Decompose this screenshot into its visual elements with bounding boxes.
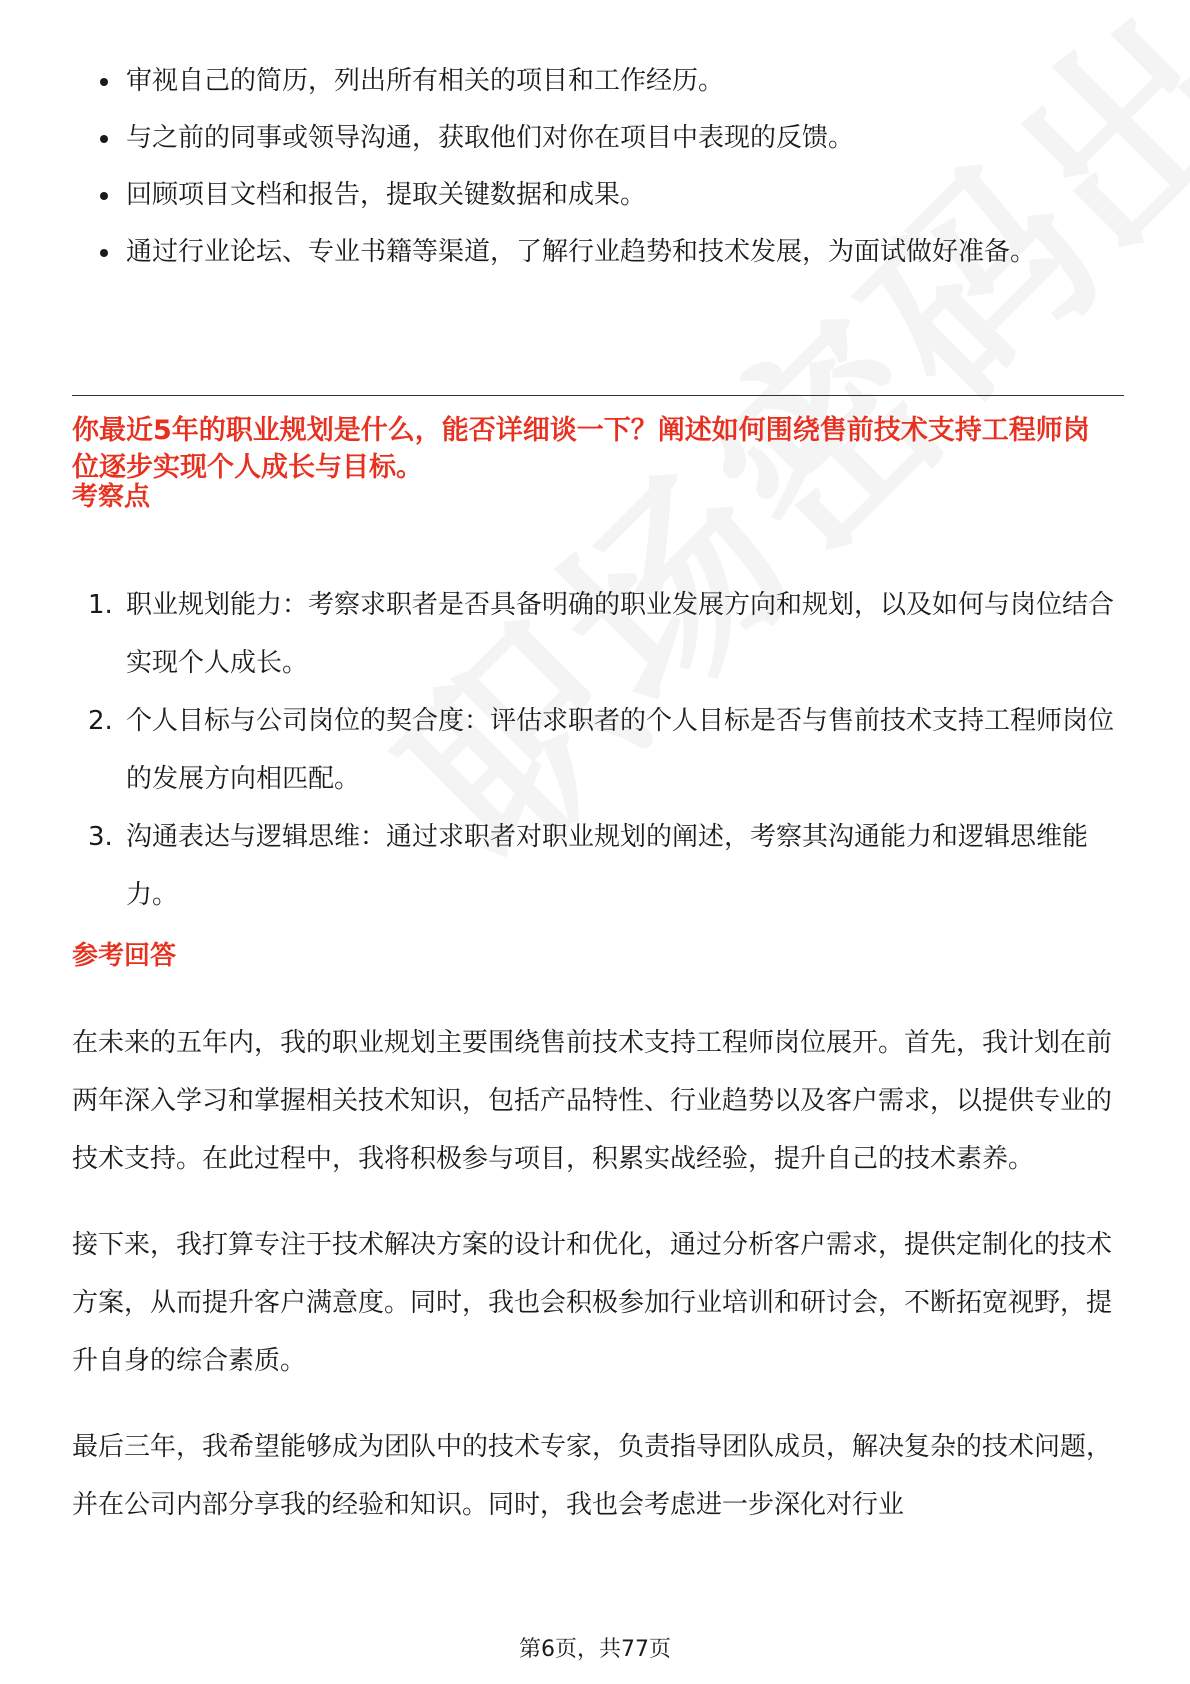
bullet-item: 审视自己的简历，列出所有相关的项目和工作经历。 [90, 56, 1090, 106]
item-text: 职业规划能力：考察求职者是否具备明确的职业发展方向和规划，以及如何与岗位结合实现个人成长。 [126, 590, 1115, 678]
item-number: 2. [88, 706, 113, 736]
answer-paragraph: 最后三年，我希望能够成为团队中的技术专家，负责指导团队成员，解决复杂的技术问题，并在公司内部分享我的经验和知识。同时，我也会考虑进一步深化对行业 [72, 1432, 1113, 1520]
item-text: 沟通表达与逻辑思维：通过求职者对职业规划的阐述，考察其沟通能力和逻辑思维能力。 [126, 822, 1089, 910]
bullet-item: 与之前的同事或领导沟通，获取他们对你在项目中表现的反馈。 [90, 113, 1090, 163]
section-divider [72, 395, 1124, 396]
item-number: 3. [88, 822, 113, 852]
examine-point-item [72, 576, 1122, 692]
answer-paragraph: 接下来，我打算专注于技术解决方案的设计和优化，通过分析客户需求，提供定制化的技术方案，从而提升客户满意度。同时，我也会积极参加行业培训和研讨会，不断拓宽视野，提升自身的综合素质。 [72, 1230, 1113, 1376]
page-number: 第6页，共77页 [519, 1637, 671, 1662]
bullet-item: 通过行业论坛、专业书籍等渠道，了解行业趋势和技术发展，为面试做好准备。 [90, 227, 1090, 277]
bullet-item: 回顾项目文档和报告，提取关键数据和成果。 [90, 170, 1090, 220]
examine-points-heading: 考察点 [72, 482, 151, 512]
reference-answer-heading: 参考回答 [72, 941, 177, 971]
examine-points-list [72, 576, 1122, 924]
item-text: 个人目标与公司岗位的契合度：评估求职者的个人目标是否与售前技术支持工程师岗位的发展方向相匹配。 [126, 706, 1115, 794]
examine-point-item [72, 692, 1122, 808]
item-number: 1. [88, 590, 113, 620]
reference-answer-body [72, 1014, 1122, 1562]
answer-paragraph: 在未来的五年内，我的职业规划主要围绕售前技术支持工程师岗位展开。首先，我计划在前两年深入学习和掌握相关技术知识，包括产品特性、行业趋势以及客户需求，以提供专业的技术支持。在此过程中，我将积极参与项目，积累实战经验，提升自己的技术素养。 [72, 1028, 1113, 1174]
interview-question: 你最近5年的职业规划是什么，能否详细谈一下？阐述如何围绕售前技术支持工程师岗位逐步实现个人成长与目标。 [72, 415, 1090, 483]
examine-point-item [72, 808, 1122, 924]
preparation-bullet-list [90, 56, 1090, 284]
